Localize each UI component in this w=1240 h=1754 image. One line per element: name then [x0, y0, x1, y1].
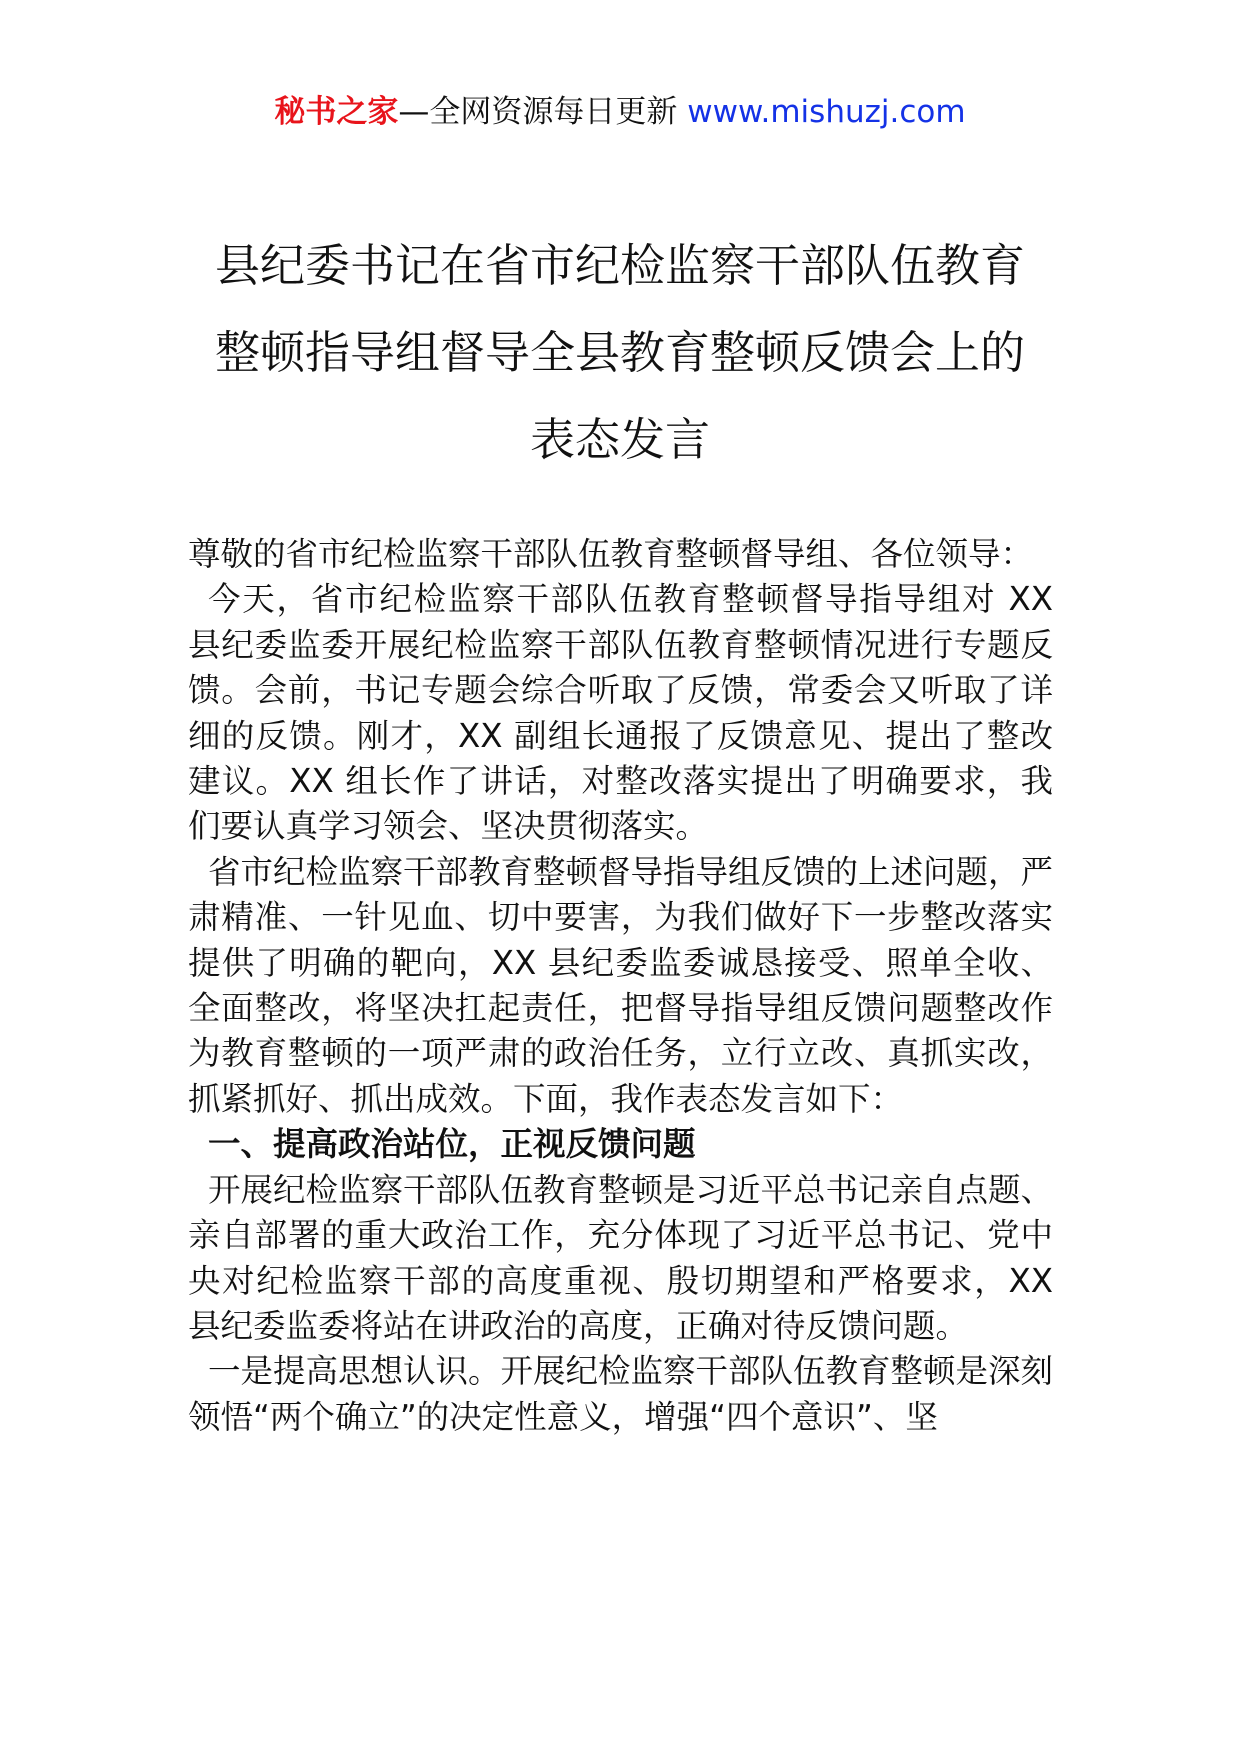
document-title	[150, 222, 1090, 483]
site-header	[0, 92, 1240, 132]
section-heading-1: 一、提高政治站位，正视反馈问题	[208, 1125, 696, 1164]
header-slogan: —全网资源每日更新	[398, 94, 688, 130]
brand-name: 秘书之家	[274, 94, 399, 130]
title-line-2: 整顿指导组督导全县教育整顿反馈会上的	[214, 326, 1025, 379]
paragraph-acceptance: 省市纪检监察干部教育整顿督导指导组反馈的上述问题，严肃精准、一针见血、切中要害，为我们做好下一步整改落实提供了明确的靶向，XX 县纪委监委诚恳接受、照单全收、全面整改，将坚决扛起责任，把督导指导组反馈问题整改作为教育整顿的一项严肃的政治任务，立行立改、真抓实改，抓紧抓好、抓出成效。下面，我作表态发言如下：	[188, 852, 1054, 1118]
title-line-1: 县纪委书记在省市纪检监察干部队伍教育	[214, 239, 1025, 292]
paragraph-political-stance: 开展纪检监察干部队伍教育整顿是习近平总书记亲自点题、亲自部署的重大政治工作，充分体现了习近平总书记、党中央对纪检监察干部的高度重视、殷切期望和严格要求，XX 县纪委监委将站在讲政治的高度，正确对待反馈问题。	[188, 1170, 1054, 1345]
site-url-link[interactable]: www.mishuzj.com	[687, 94, 966, 130]
document-body	[188, 532, 1053, 1440]
paragraph-opening: 今天，省市纪检监察干部队伍教育整顿督导指导组对 XX 县纪委监委开展纪检监察干部队伍教育整顿情况进行专题反馈。会前，书记专题会综合听取了反馈，常委会又听取了详细的反馈。刚才，XX 副组长通报了反馈意见、提出了整改建议。XX 组长作了讲话，对整改落实提出了明确要求，我们要认真学习领会、坚决贯彻落实。	[188, 580, 1053, 846]
paragraph-point-one: 一是提高思想认识。开展纪检监察干部队伍教育整顿是深刻领悟“两个确立”的决定性意义，增强“四个意识”、坚	[188, 1352, 1054, 1436]
salutation: 尊敬的省市纪检监察干部队伍教育整顿督导组、各位领导：	[188, 535, 1034, 573]
title-line-3: 表态发言	[529, 413, 710, 466]
